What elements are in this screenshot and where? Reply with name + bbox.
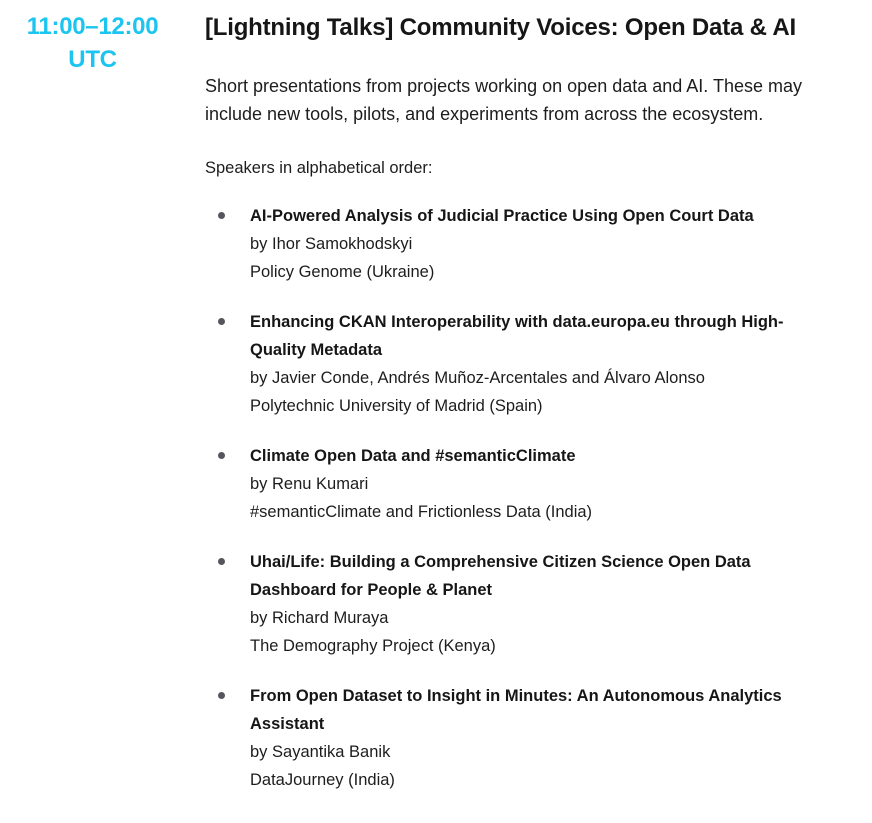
bullet-icon	[218, 452, 225, 459]
speakers-intro: Speakers in alphabetical order:	[205, 159, 433, 177]
talk-speaker: by Sayantika Banik	[250, 743, 391, 761]
talk-item	[250, 202, 817, 286]
session-time-block	[0, 10, 185, 76]
session-content	[205, 10, 822, 816]
talk-item	[250, 682, 817, 794]
talk-speaker: by Ihor Samokhodskyi	[250, 235, 413, 253]
talks-list	[205, 202, 817, 794]
talk-speaker: by Richard Muraya	[250, 609, 389, 627]
session-timezone: UTC	[68, 46, 117, 73]
bullet-icon	[218, 692, 225, 699]
talk-title: Climate Open Data and #semanticClimate	[250, 447, 576, 465]
talk-affiliation: Polytechnic University of Madrid (Spain)	[250, 397, 543, 415]
talk-affiliation: #semanticClimate and Frictionless Data (India)	[250, 503, 593, 521]
talk-affiliation: Policy Genome (Ukraine)	[250, 263, 435, 281]
talk-title: From Open Dataset to Insight in Minutes: An Autonomous Analytics Assistant	[250, 687, 782, 733]
talk-item	[250, 308, 817, 420]
talk-title: AI-Powered Analysis of Judicial Practice Using Open Court Data	[250, 207, 754, 225]
session-time: 11:00–12:00	[26, 13, 159, 40]
bullet-icon	[218, 212, 225, 219]
talk-title: Enhancing CKAN Interoperability with data.europa.eu through High-Quality Metadata	[250, 313, 784, 359]
talk-title: Uhai/Life: Building a Comprehensive Citizen Science Open Data Dashboard for People & Planet	[250, 553, 751, 599]
session-title: [Lightning Talks] Community Voices: Open Data & AI	[205, 14, 796, 41]
talk-speaker: by Javier Conde, Andrés Muñoz-Arcentales and Álvaro Alonso	[250, 369, 705, 387]
bullet-icon	[218, 558, 225, 565]
talk-item	[250, 548, 817, 660]
session-description: Short presentations from projects working on open data and AI. These may include new tools, pilots, and experiments from across the ecosystem.	[205, 76, 803, 124]
talk-affiliation: The Demography Project (Kenya)	[250, 637, 496, 655]
talk-item	[250, 442, 817, 526]
bullet-icon	[218, 318, 225, 325]
talk-affiliation: DataJourney (India)	[250, 771, 395, 789]
talk-speaker: by Renu Kumari	[250, 475, 369, 493]
